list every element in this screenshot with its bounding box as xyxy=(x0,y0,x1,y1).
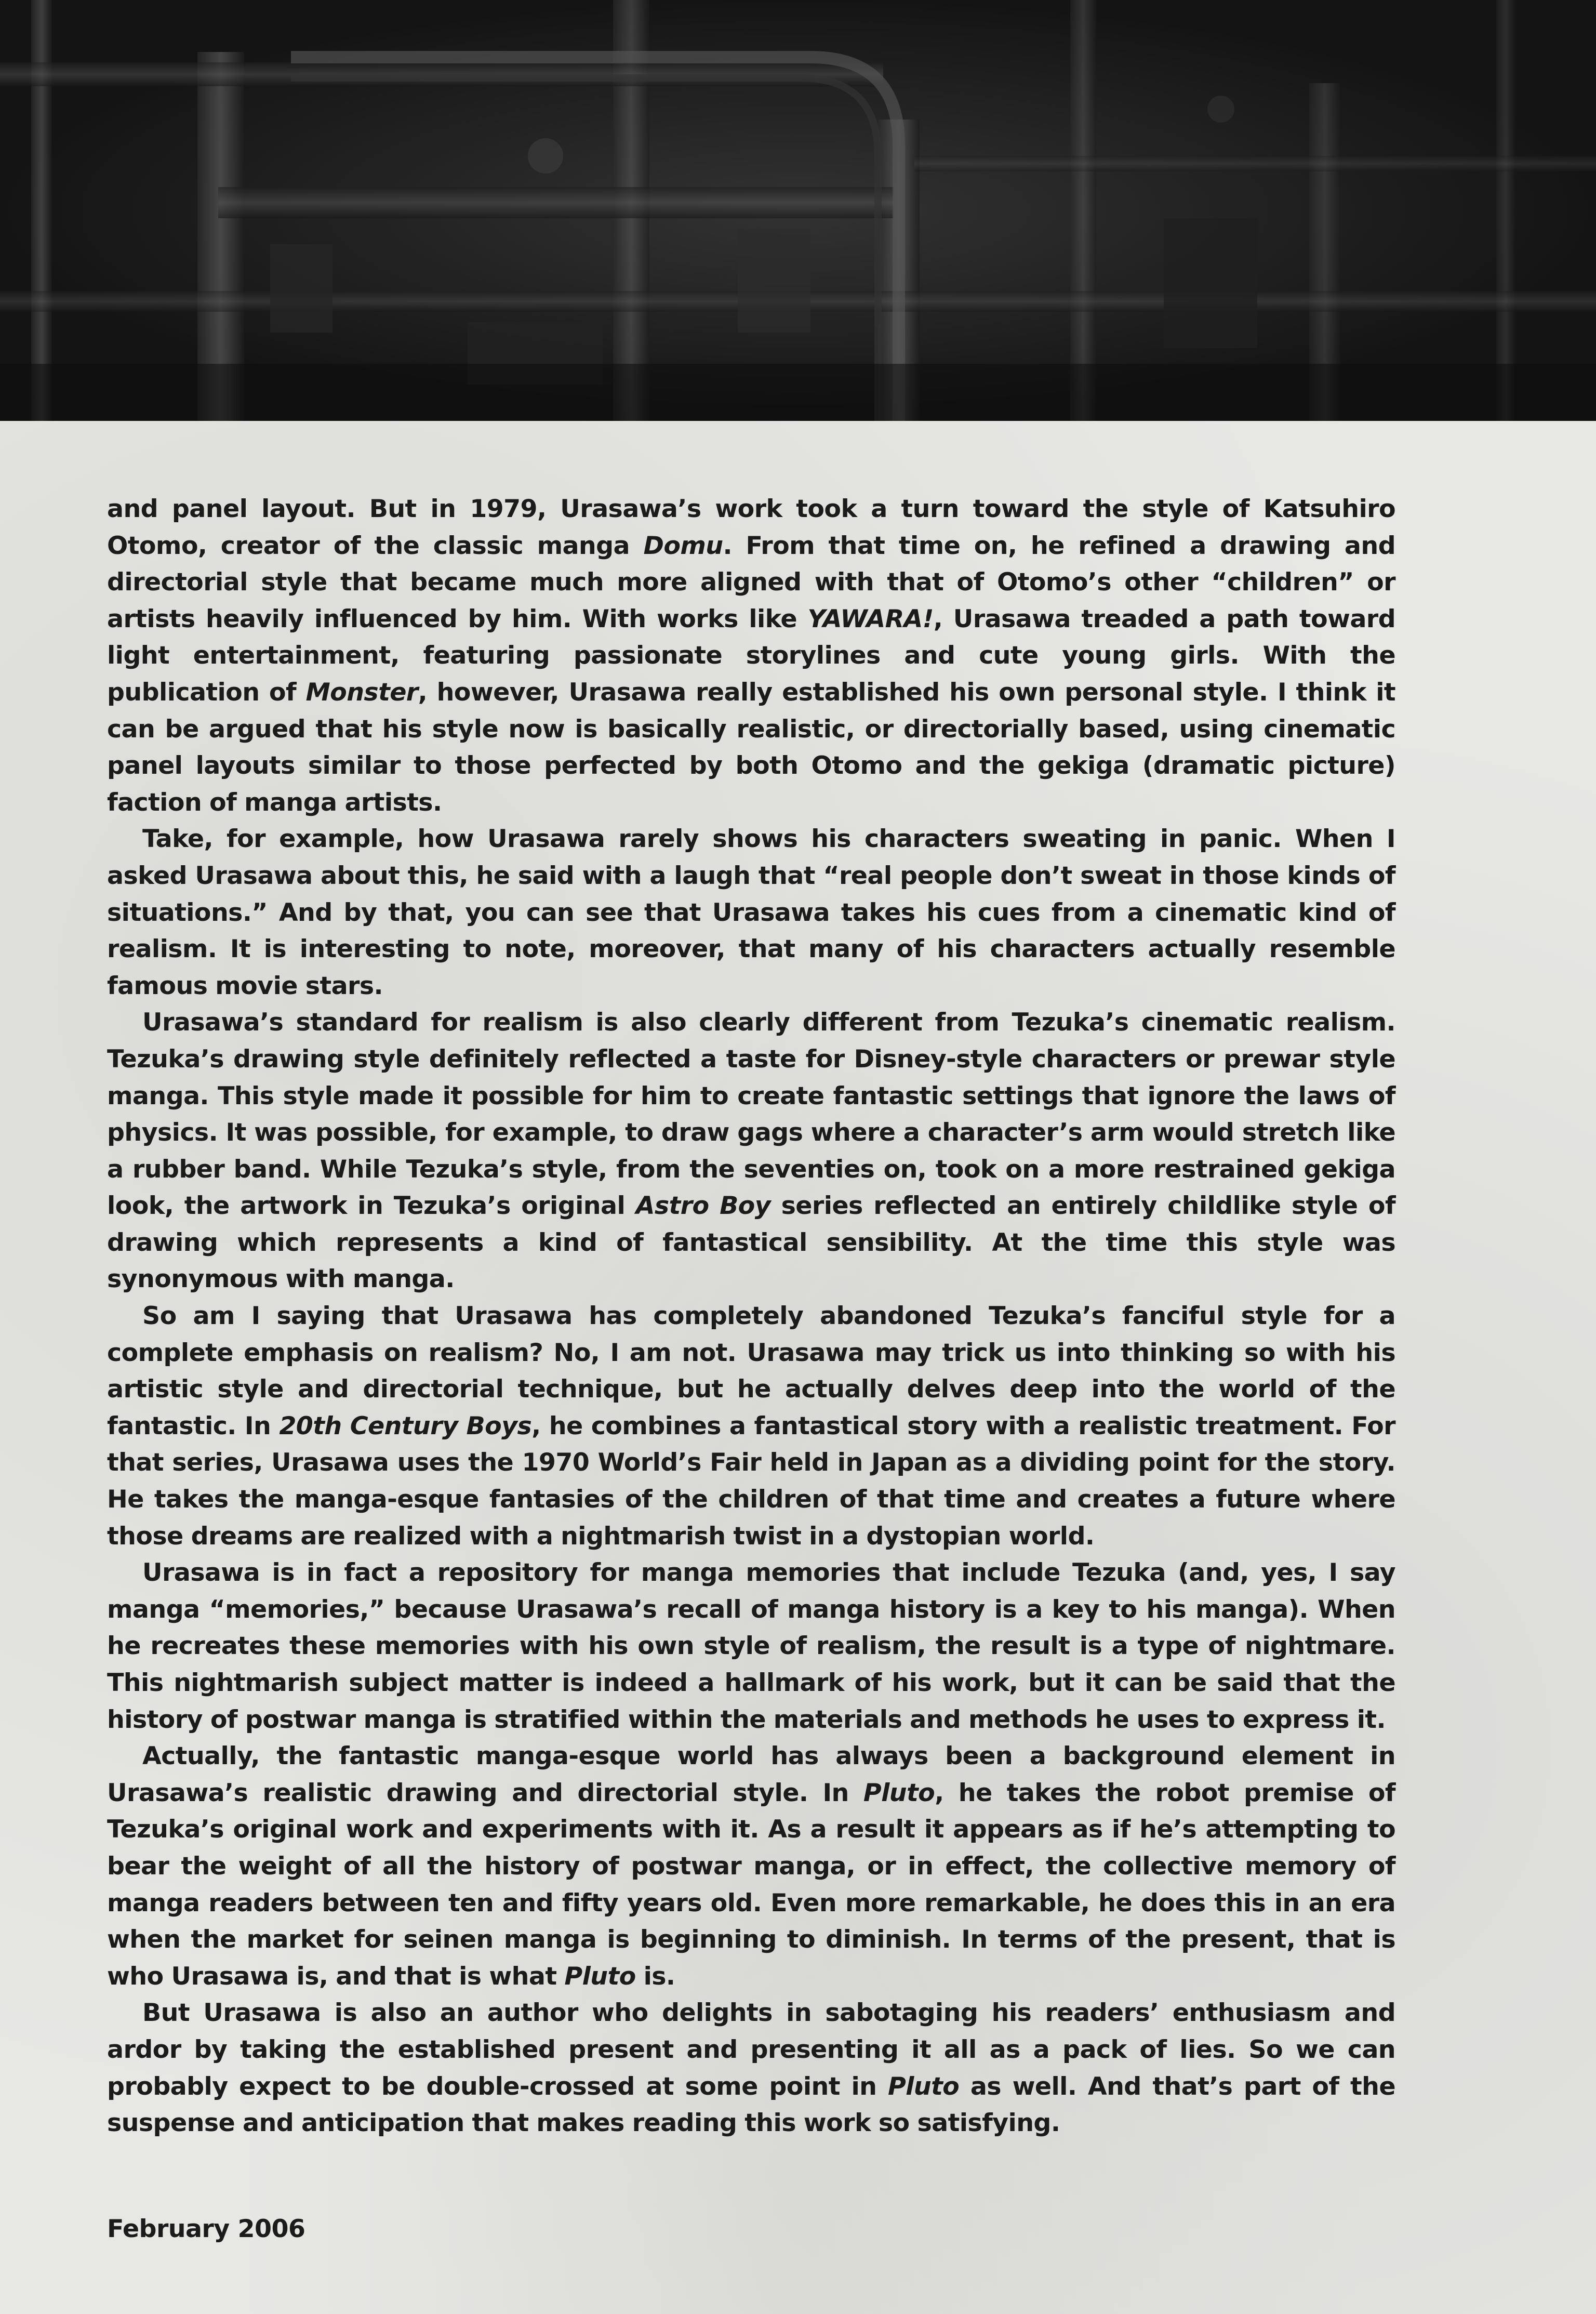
work-title: Pluto xyxy=(887,2072,960,2101)
essay-paragraph xyxy=(107,1738,1395,1995)
work-title: Monster xyxy=(305,678,418,707)
work-title: 20th Century Boys xyxy=(279,1411,532,1440)
work-title: Astro Boy xyxy=(635,1192,771,1221)
paragraph-text: and panel layout. But in 1979, Urasawa’s work took a turn toward the style of Katsuhiro Otomo, creator of the classic manga xyxy=(107,495,1395,560)
work-title: Pluto xyxy=(564,1962,636,1991)
essay-date: February 2006 xyxy=(107,2215,305,2243)
essay-body xyxy=(107,491,1395,2142)
paragraph-text: So am I saying that Urasawa has completely abandoned Tezuka’s fanciful style for a complete emphasis on realism? No, I am not. Urasawa may trick us into thinking so with his artistic style and directorial technique, but he actually delves deep into the world of the fantastic. In xyxy=(107,1302,1395,1440)
essay-paragraph xyxy=(107,1298,1395,1555)
work-title: Domu xyxy=(643,531,723,560)
header-photo xyxy=(0,0,1596,421)
paragraph-text: Take, for example, how Urasawa rarely shows his characters sweating in panic. When I asked Urasawa about this, he said with a laugh that “real people don’t sweat in those kinds of situations.” And by that, you can see that Urasawa takes his cues from a cinematic kind of realism. It is interesting to note, moreover, that many of his characters actually resemble famous movie stars. xyxy=(107,825,1395,1000)
paragraph-text: Actually, the fantastic manga-esque world has always been a background element in Urasawa’s realistic drawing and directorial style. In xyxy=(107,1742,1395,1807)
machinery-illustration xyxy=(0,0,1596,421)
paragraph-text: . From that time on, he refined a drawing and directorial style that became much more aligned with that of Otomo’s other “children” or artists heavily influenced by him. With works like xyxy=(107,531,1395,633)
paragraph-text: , he combines a fantastical story with a realistic treatment. For that series, Urasawa uses the 1970 World’s Fair held in Japan as a dividing point for the story. He takes the manga-esque fantasies of the children of that time and creates a future where those dreams are realized with a nightmarish twist in a dystopian world. xyxy=(107,1411,1396,1551)
essay-paragraph xyxy=(107,1555,1395,1738)
essay-paragraph xyxy=(107,1995,1395,2141)
paragraph-text: Urasawa is in fact a repository for manga memories that include Tezuka (and, yes, I say manga “memories,” because Urasawa’s recall of manga history is a key to his manga). When he recreates these memories with his own style of realism, the result is a type of nightmare. This nightmarish subject matter is indeed a hallmark of his work, but it can be said that the history of postwar manga is stratified within the materials and methods he uses to express it. xyxy=(107,1558,1395,1734)
essay-paragraph xyxy=(107,491,1395,821)
paragraph-text: is. xyxy=(635,1962,675,1991)
paragraph-text: Urasawa’s standard for realism is also clearly different from Tezuka’s cinematic realism. Tezuka’s drawing style definitely reflected a taste for Disney-style characters or prewar style manga. This style made it possible for him to create fantastic settings that ignore the laws of physics. It was possible, for example, to draw gags where a character’s arm would stretch like a rubber band. While Tezuka’s style, from the seventies on, took on a more restrained gekiga look, the artwork in Tezuka’s original xyxy=(107,1008,1395,1221)
essay-paragraph xyxy=(107,1004,1395,1298)
paragraph-text: , Urasawa treaded a path toward light entertainment, featuring passionate storylines and cute young girls. With the publication of xyxy=(107,604,1396,707)
paragraph-text: , however, Urasawa really established his own personal style. I think it can be argued that his style now is basically realistic, or directorially based, using cinematic panel layouts similar to those perfected by both Otomo and the gekiga (dramatic picture) faction of manga artists. xyxy=(107,678,1395,817)
essay-paragraph xyxy=(107,821,1395,1004)
paragraph-text: as well. And that’s part of the suspense and anticipation that makes reading this work so satisfying. xyxy=(107,2072,1395,2138)
work-title: Pluto xyxy=(863,1778,935,1807)
paragraph-text: , he takes the robot premise of Tezuka’s original work and experiments with it. As a result it appears as if he’s attempting to bear the weight of all the history of postwar manga, or in effect, the collective memory of manga readers between ten and fifty years old. Even more remarkable, he does this in an era when the market for seinen manga is beginning to diminish. In terms of the present, that is who Urasawa is, and that is what xyxy=(107,1778,1395,1991)
paragraph-text: series reflected an entirely childlike style of drawing which represents a kind of fantastical sensibility. At the time this style was synonymous with manga. xyxy=(107,1192,1396,1294)
work-title: YAWARA! xyxy=(807,604,934,633)
paragraph-text: But Urasawa is also an author who delights in sabotaging his readers’ enthusiasm and ardor by taking the established present and presenting it all as a pack of lies. So we can probably expect to be double-crossed at some point in xyxy=(107,1999,1395,2101)
